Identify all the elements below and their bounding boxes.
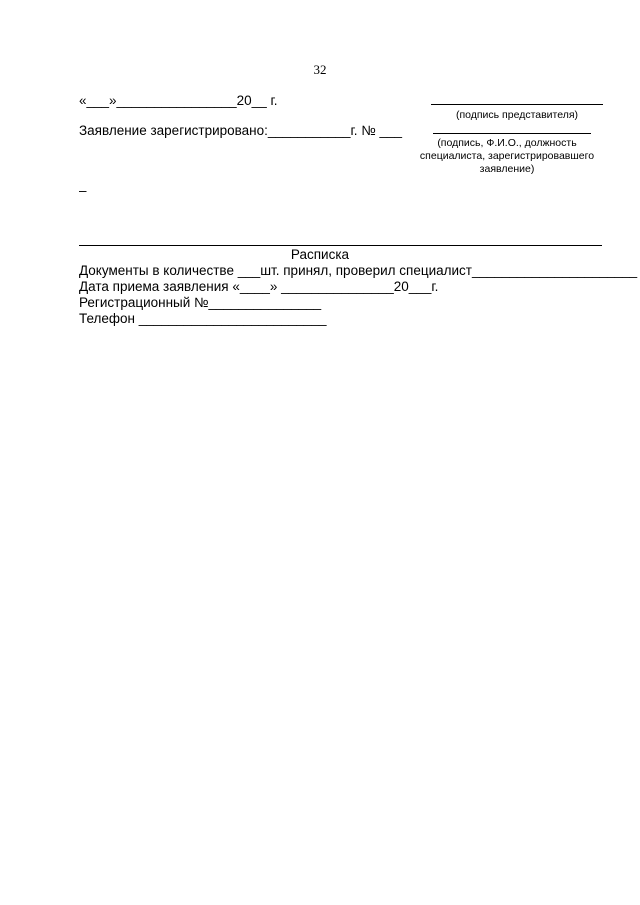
representative-signature-line bbox=[431, 104, 603, 105]
specialist-signature-line bbox=[433, 133, 591, 134]
specialist-signature-caption: (подпись, Ф.И.О., должность специалиста, зарегистрировавшего заявление) bbox=[419, 137, 595, 175]
receipt-documents-line: Документы в количестве ___шт. принял, проверил специалист______________________ bbox=[79, 263, 638, 278]
receipt-registration-number-line: Регистрационный №_______________ bbox=[79, 295, 322, 310]
receipt-title: Расписка bbox=[290, 247, 350, 262]
registration-line: Заявление зарегистрировано:___________г. № ___ bbox=[79, 123, 403, 138]
receipt-phone-line: Телефон _________________________ bbox=[79, 311, 327, 326]
representative-signature-caption: (подпись представителя) bbox=[455, 109, 579, 121]
page-number: 32 bbox=[313, 62, 327, 77]
application-date-line: «___»________________20__ г. bbox=[79, 93, 278, 108]
dash-mark: – bbox=[79, 183, 87, 198]
receipt-date-line: Дата приема заявления «____» _______________20___г. bbox=[79, 279, 439, 294]
section-divider bbox=[79, 245, 602, 246]
